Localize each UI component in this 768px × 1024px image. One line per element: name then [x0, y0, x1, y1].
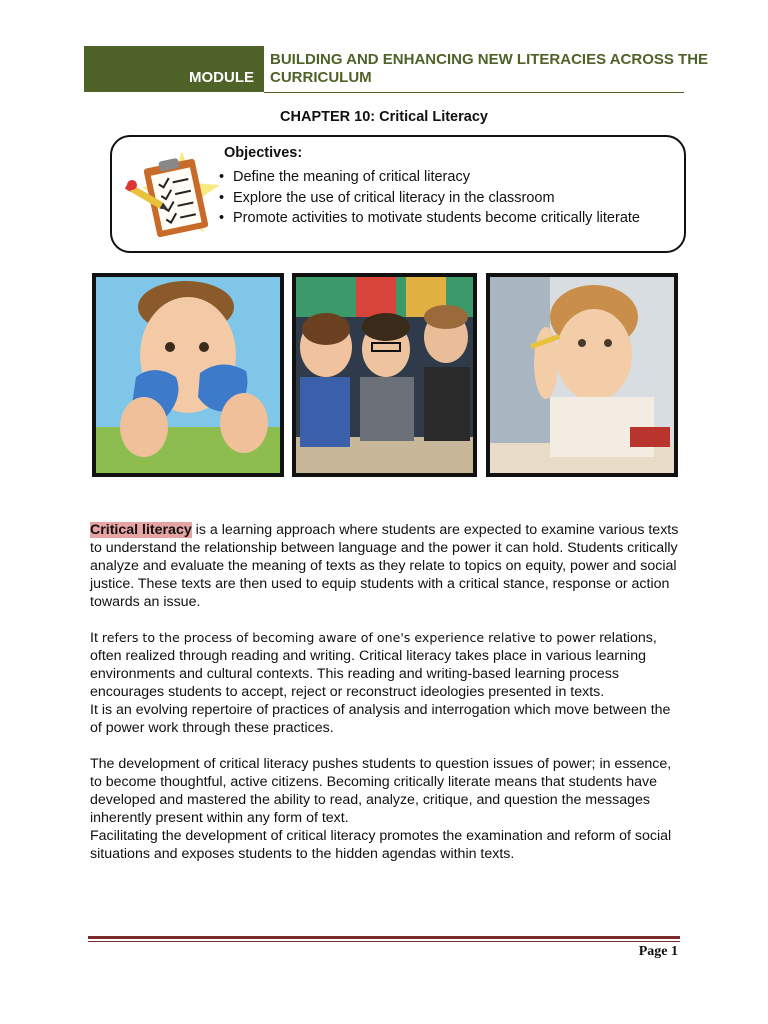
header-divider [264, 92, 684, 93]
child-thinking-with-pencil-photo [486, 273, 678, 477]
page-number: Page 1 [638, 944, 678, 959]
objectives-list [219, 167, 640, 229]
module-label-box [84, 46, 264, 92]
module-title: BUILDING AND ENHANCING NEW LITERACIES ACROSS THE CURRICULUM [270, 51, 709, 86]
body-text [90, 521, 680, 863]
objective-item: • Define the meaning of critical literacy [219, 167, 640, 188]
footer-divider-thin [88, 941, 680, 942]
footer-divider [88, 936, 680, 939]
objectives-box [110, 135, 686, 253]
paragraph: It is an evolving repertoire of practices of analysis and interrogation which move between the of power work through these practices. [90, 702, 671, 736]
paragraph [90, 521, 680, 611]
module-label: MODULE [189, 69, 254, 86]
paragraph: Facilitating the development of critical literacy promotes the examination and reform of social situations and exposes students to the hidden agendas within texts. [90, 828, 672, 862]
paragraph-text: relations, often realized through reading and writing. Critical literacy takes place in various learning environments and cultural contexts. This reading and writing-based learning process encourages students to accept, reject or reconstruct ideologies presented in texts. [90, 630, 657, 700]
objective-item: • Promote activities to motivate students become critically literate [219, 208, 640, 229]
paragraph-text: is a learning approach where students are expected to examine various texts to understand the relationship between language and the power it can hold. Students critically analyze and evaluate the meaning of texts as they relate to topics on equity, power and social justice. These texts are then used to equip students with a critical stance, response or action towards an issue. [90, 522, 679, 610]
objectives-title: Objectives: [224, 145, 303, 161]
critical-literacy-highlight: Critical literacy [90, 522, 192, 538]
paragraph-text-alt-font: refers to the process of becoming aware of one's experience relative to power [101, 630, 596, 645]
clipboard-checklist-icon [120, 145, 224, 245]
objective-item: • Explore the use of critical literacy in the classroom [219, 188, 640, 209]
paragraph [90, 629, 680, 701]
paragraph: The development of critical literacy pushes students to question issues of power; in essence, to become thoughtful, active citizens. Becoming critically literate means that students have developed and mastered the ability to read, analyze, critique, and question the messages inherently present within any form of text. [90, 756, 672, 826]
paragraph-text: It [90, 630, 102, 646]
chapter-title: CHAPTER 10: Critical Literacy [280, 109, 488, 125]
children-studying-together-photo [292, 273, 477, 477]
child-with-puzzle-pieces-photo [92, 273, 284, 477]
